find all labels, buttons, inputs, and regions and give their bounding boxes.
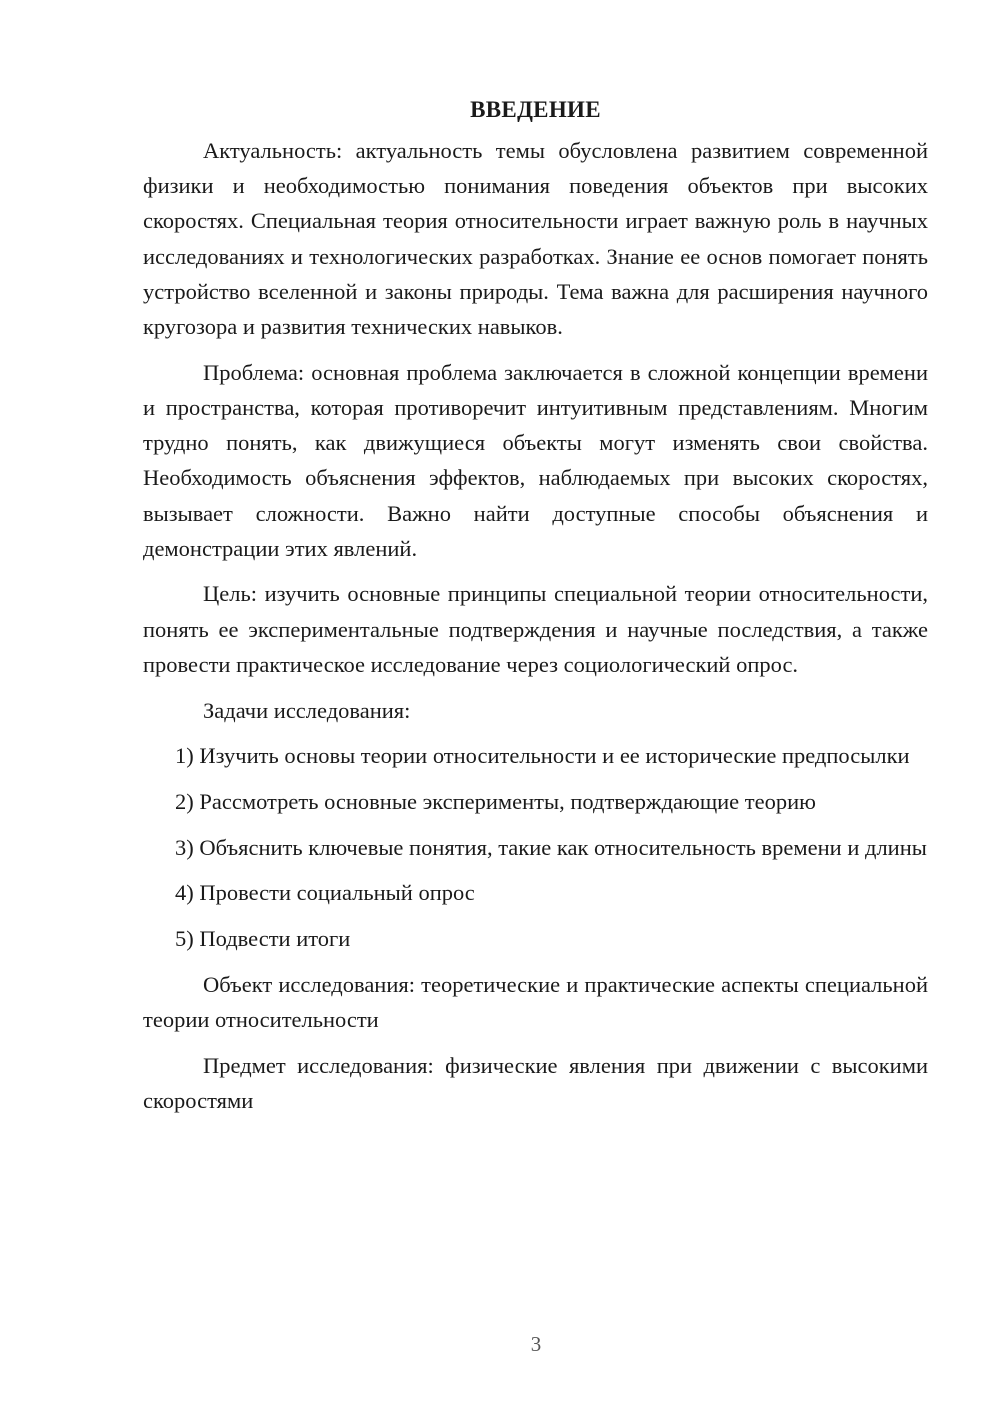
document-body: [143, 92, 928, 1118]
task-item-1: 1) Изучить основы теории относительности и ее исторические предпосылки: [175, 743, 910, 769]
page-title: ВВЕДЕНИЕ: [470, 97, 601, 122]
task-item-4: 4) Провести социальный опрос: [175, 880, 475, 906]
relevance-paragraph: Актуальность: актуальность темы обусловлена развитием современной физики и необходимостью понимания поведения объектов при высоких скоростях. Специальная теория относительности играет важную роль в научных исследованиях и технологических разработках. Знание ее основ помогает понять устройство вселенной и законы природы. Тема важна для расширения научного кругозора и развития технических навыков.: [143, 138, 928, 340]
task-item-5: 5) Подвести итоги: [175, 926, 351, 952]
task-item-3: 3) Объяснить ключевые понятия, такие как относительность времени и длины: [175, 834, 927, 860]
page-number: 3: [530, 1332, 542, 1356]
problem-paragraph: Проблема: основная проблема заключается в сложной концепции времени и пространства, которая противоречит интуитивным представлениям. Многим трудно понять, как движущиеся объекты могут изменять свои свойства. Необходимость объяснения эффектов, наблюдаемых при высоких скоростях, вызывает сложности. Важно найти доступные способы объяснения и демонстрации этих явлений.: [143, 359, 928, 561]
tasks-heading: Задачи исследования:: [203, 697, 411, 723]
object-paragraph: Объект исследования: теоретические и практические аспекты специальной теории относительности: [143, 971, 928, 1032]
subject-paragraph: Предмет исследования: физические явления при движении с высокими скоростями: [143, 1052, 928, 1113]
goal-paragraph: Цель: изучить основные принципы специальной теории относительности, понять ее экспериментальные подтверждения и научные последствия, а также провести практическое исследование через социологический опрос.: [143, 581, 928, 677]
task-item-2: 2) Рассмотреть основные эксперименты, подтверждающие теорию: [175, 788, 816, 814]
